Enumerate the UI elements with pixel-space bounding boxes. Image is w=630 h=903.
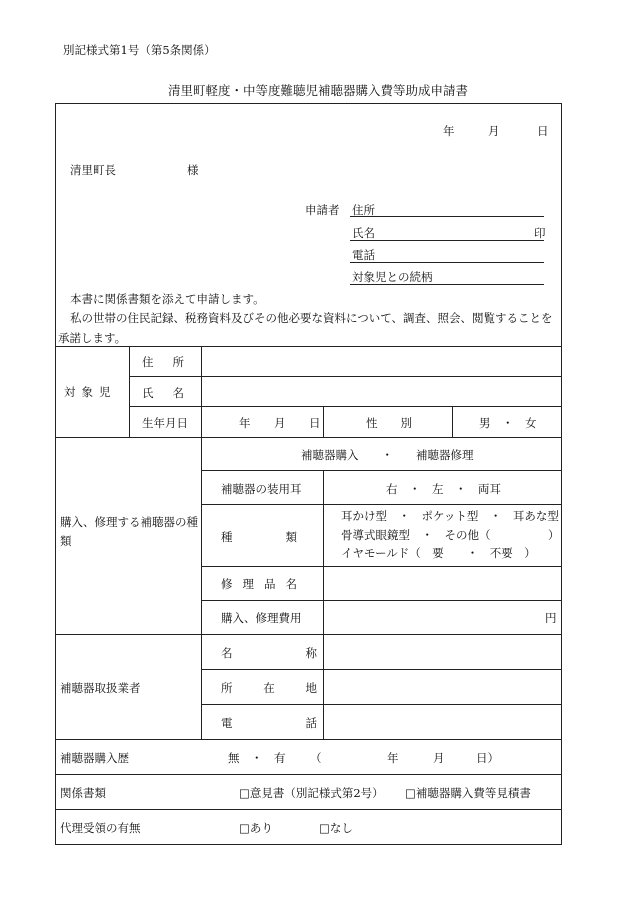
proxy-yes-checkbox[interactable]: □あり xyxy=(239,821,273,835)
birth-year[interactable]: 年 xyxy=(239,416,251,430)
statement-consent-line1: 私の世帯の住民記録、税務資料及びその他必要な資料について、調査、照会、閲覧することを xyxy=(70,311,553,325)
hearing-aid-section-label-line2: 類 xyxy=(60,534,72,548)
type-options-line3[interactable]: イヤモールド（ 要 ・ 不要 ） xyxy=(341,546,536,560)
cost-unit[interactable]: 円 xyxy=(545,611,557,625)
date-year[interactable]: 年 xyxy=(443,124,455,138)
applicant-name-line xyxy=(350,240,544,241)
page-title: 清里町軽度・中等度難聴児補聴器購入費等助成申請書 xyxy=(168,83,469,98)
application-form xyxy=(55,103,562,845)
addressee-honorific: 様 xyxy=(187,163,199,177)
divider xyxy=(201,346,202,739)
divider xyxy=(56,346,561,347)
divider xyxy=(201,504,561,505)
documents-estimate-checkbox[interactable]: □補聴器購入費等見積書 xyxy=(405,786,531,800)
applicant-label: 申請者 xyxy=(305,203,340,217)
birth-month[interactable]: 月 xyxy=(274,416,286,430)
divider xyxy=(323,406,324,437)
applicant-address-line xyxy=(350,216,544,217)
ear-options[interactable]: 右 ・ 左 ・ 両耳 xyxy=(386,482,501,496)
cost-label: 購入、修理費用 xyxy=(221,611,302,625)
hearing-aid-section-label-line1: 購入、修理する補聴器の種 xyxy=(60,515,198,529)
divider xyxy=(56,634,561,635)
dealer-label: 補聴器取扱業者 xyxy=(60,681,141,695)
ear-label: 補聴器の装用耳 xyxy=(221,482,302,496)
type-options-line1[interactable]: 耳かけ型 ・ ポケット型 ・ 耳あな型 xyxy=(341,509,559,523)
target-name-field[interactable] xyxy=(206,380,556,402)
proxy-label: 代理受領の有無 xyxy=(60,821,141,835)
dealer-name-label: 名 称 xyxy=(221,646,317,660)
purchase-repair-option[interactable]: 補聴器購入 ・ 補聴器修理 xyxy=(301,448,474,462)
history-options[interactable]: 無 ・ 有 xyxy=(228,751,286,765)
history-year[interactable]: 年 xyxy=(387,751,399,765)
sex-label: 性 別 xyxy=(366,416,412,430)
divider xyxy=(201,669,561,670)
target-address-label: 住 所 xyxy=(142,355,184,369)
target-address-field[interactable] xyxy=(206,350,556,372)
date-day[interactable]: 日 xyxy=(537,124,549,138)
target-name-label: 氏 名 xyxy=(142,386,184,400)
dealer-name-field[interactable] xyxy=(328,640,556,665)
form-number: 別記様式第1号（第5条関係） xyxy=(63,43,216,57)
divider xyxy=(201,470,561,471)
divider xyxy=(201,600,561,601)
history-month[interactable]: 月 xyxy=(433,751,445,765)
divider xyxy=(56,739,561,740)
history-day[interactable]: 日） xyxy=(476,751,499,765)
divider xyxy=(56,774,561,775)
addressee-name: 清里町長 xyxy=(70,163,116,177)
dealer-phone-field[interactable] xyxy=(328,710,556,735)
proxy-no-checkbox[interactable]: □なし xyxy=(319,821,353,835)
applicant-name-field[interactable]: 氏名 xyxy=(352,226,375,240)
applicant-relation-line xyxy=(350,284,544,285)
dealer-location-label: 所 在 地 xyxy=(221,681,317,695)
applicant-relation-field[interactable]: 対象児との続柄 xyxy=(352,270,433,284)
applicant-address-field[interactable]: 住所 xyxy=(352,203,375,217)
divider xyxy=(129,346,130,437)
type-other-close: ） xyxy=(548,528,560,542)
target-birth-label: 生年月日 xyxy=(142,416,188,430)
documents-opinion-checkbox[interactable]: □意見書（別記様式第2号） xyxy=(239,786,384,800)
divider xyxy=(452,406,453,437)
dealer-location-field[interactable] xyxy=(328,675,556,700)
divider xyxy=(201,704,561,705)
applicant-seal: 印 xyxy=(534,226,546,240)
sex-options[interactable]: 男 ・ 女 xyxy=(479,416,537,430)
dealer-phone-label: 電 話 xyxy=(221,716,317,730)
statement-consent-line2: 承諾します。 xyxy=(58,331,127,345)
date-month[interactable]: 月 xyxy=(488,124,500,138)
divider xyxy=(56,437,561,438)
divider xyxy=(323,470,324,739)
repair-item-field[interactable] xyxy=(328,572,556,596)
repair-item-label: 修 理 品 名 xyxy=(221,577,297,591)
target-child-label: 対象児 xyxy=(64,385,117,399)
type-label: 種 類 xyxy=(221,530,297,544)
divider xyxy=(56,809,561,810)
birth-day[interactable]: 日 xyxy=(309,416,321,430)
divider xyxy=(129,376,561,377)
divider xyxy=(201,566,561,567)
divider xyxy=(129,406,561,407)
statement-submit: 本書に関係書類を添えて申請します。 xyxy=(70,292,265,306)
applicant-phone-line xyxy=(350,262,544,263)
applicant-phone-field[interactable]: 電話 xyxy=(352,248,375,262)
history-label: 補聴器購入歴 xyxy=(60,751,129,765)
history-paren-open: （ xyxy=(310,751,322,765)
documents-label: 関係書類 xyxy=(60,786,106,800)
type-options-line2[interactable]: 骨導式眼鏡型 ・ その他（ xyxy=(341,528,491,542)
